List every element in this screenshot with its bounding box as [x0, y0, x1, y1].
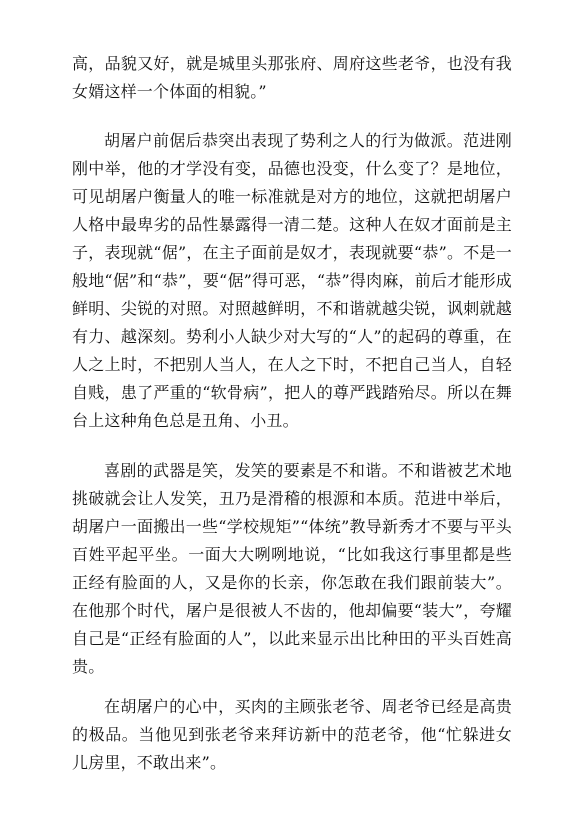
paragraph-comedy: 喜剧的武器是笑，发笑的要素是不和谐。不和谐被艺术地挑破就会让人发笑，丑乃是滑稽的根源和本质。范进中举后，胡屠户一面搬出一些“学校规矩”“体统”教导新秀才不要与平头百姓平起平坐。一面大大咧咧地说，“比如我这行事里都是些正经有脸面的人，又是你的长亲，你怎敢在我们跟前装大”。在他那个时代，屠户是很被人不齿的，他却偏要“装大”，夸耀自己是“正经有脸面的人”，以此来显示出比种田的平头百姓高贵。: [72, 461, 512, 676]
paragraph-conclusion: 在胡屠户的心中，买肉的主顾张老爷、周老爷已经是高贵的极品。当他见到张老爷来拜访新中的范老爷，他“忙躲进女儿房里，不敢出来”。: [72, 697, 512, 772]
paragraph-continuation: 高，品貌又好，就是城里头那张府、周府这些老爷，也没有我女婿这样一个体面的相貌。”: [72, 54, 512, 101]
paragraph-analysis: 胡屠户前倨后恭突出表现了势利之人的行为做派。范进刚刚中举，他的才学没有变，品德也没变，什么变了？是地位，可见胡屠户衡量人的唯一标准就是对方的地位，这就把胡屠户人格中最卑劣的品性暴露得一清二楚。这种人在奴才面前是主子，表现就“倨”，在主子面前是奴才，表现就要“恭”。不是一般地“倨”和“恭”，要“倨”得可恶，“恭”得肉麻，前后才能形成鲜明、尖锐的对照。对照越鲜明，不和谐就越尖锐，讽刺就越有力、越深刻。势利小人缺少对大写的“人”的起码的尊重，在人之上时，不把别人当人，在人之下时，不把自己当人，自轻自贱，患了严重的“软骨病”，把人的尊严践踏殆尽。所以在舞台上这种角色总是丑角、小丑。: [72, 131, 512, 430]
